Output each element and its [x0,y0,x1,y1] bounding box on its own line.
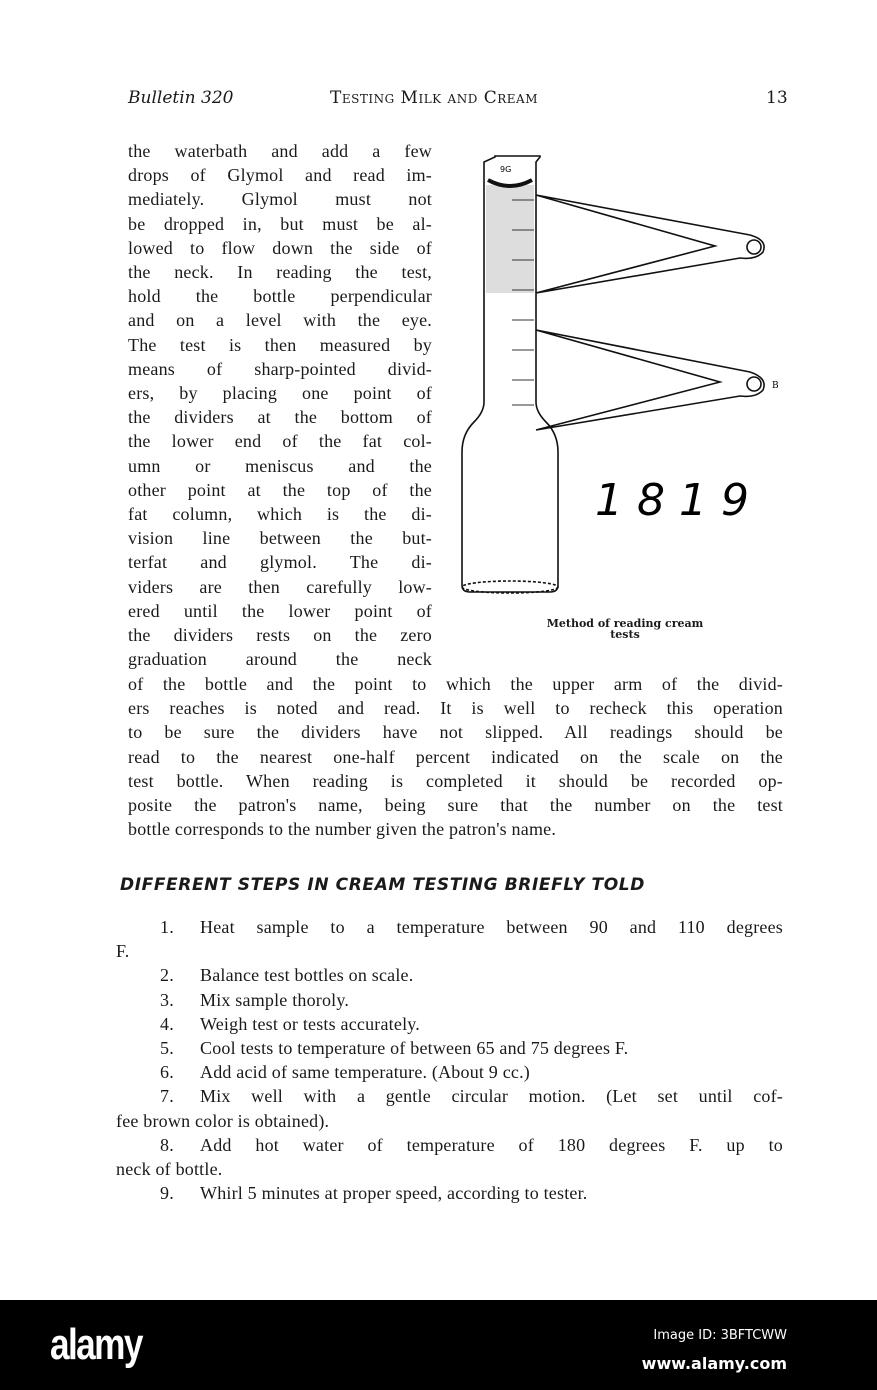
step-text: Weigh test or tests accurately. [200,1013,421,1034]
step-text: Mix well with a gentle circular motion. (Let set until cof- [200,1086,783,1107]
text-line: hold the bottle perpendicular [128,286,432,307]
text-line: of the bottle and the point to which the upper arm of the divid- [128,674,783,694]
bulletin-number: Bulletin 320 [128,88,234,108]
text-line: the lower end of the fat col- [128,431,432,452]
step-text-continued: neck of bottle. [116,1159,223,1179]
step-text-continued: F. [116,941,130,962]
text-line: terfat and glymol. The di- [128,552,432,573]
cream-test-figure [450,140,790,610]
text-line: the dividers at the bottom of [128,407,432,428]
bottle-label: 9G [500,165,512,174]
text-line: lowed to flow down the side of [128,237,432,258]
step-number: 3. [160,989,174,1010]
text-line: drops of Glymol and read im- [128,165,432,186]
text-line: read to the nearest one-half percent indicated on the scale on the [128,746,783,767]
text-line: the neck. In reading the test, [128,262,432,282]
step-text: Add hot water of temperature of 180 degrees F. up to [200,1134,783,1155]
text-line: mediately. Glymol must not [128,189,432,210]
text-line: vision line between the but- [128,528,432,549]
text-line: be dropped in, but must be al- [128,213,432,234]
step-text: Add acid of same temperature. (About 9 cc.) [200,1062,530,1083]
divider-upper [536,195,764,293]
text-line: graduation around the neck [128,649,432,670]
text-line: viders are then carefully low- [128,576,432,597]
divider-lower [536,330,764,430]
text-line: The test is then measured by [128,334,432,355]
step-text: Mix sample thoroly. [200,989,350,1010]
text-line: and on a level with the eye. [128,310,432,331]
step-text: Whirl 5 minutes at proper speed, according to tester. [200,1183,588,1204]
text-line: means of sharp-pointed divid- [128,358,432,379]
caption-line: Method of reading cream [546,617,704,630]
step-number: 2. [160,965,174,986]
text-line: umn or meniscus and the [128,455,432,476]
text-line: posite the patron's name, being sure that the number on the test [128,795,783,815]
caption-line: tests [610,628,640,641]
step-number: 8. [160,1134,174,1155]
text-line: ered until the lower point of [128,600,432,621]
running-title: Testing Milk and Cream [330,88,538,108]
text-line: other point at the top of the [128,479,432,500]
step-text: Heat sample to a temperature between 90 and 110 degrees [200,917,783,937]
text-line: bottle corresponds to the number given the patron's name. [128,819,557,840]
step-number: 4. [160,1013,174,1034]
step-number: 6. [160,1062,174,1083]
text-line: test bottle. When reading is completed it should be recorded op- [128,770,783,791]
step-text: Cool tests to temperature of between 65 and 75 degrees F. [200,1038,629,1058]
image-id: Image ID: 3BFTCWW [653,1328,787,1343]
watermark-bar [0,1300,877,1390]
label-b: B [772,381,779,391]
step-number: 5. [160,1038,174,1058]
alamy-logo: alamy [50,1320,142,1369]
text-line: the waterbath and add a few [128,141,432,161]
steps-heading: DIFFERENT STEPS IN CREAM TESTING BRIEFLY TOLD [120,875,645,895]
figure-caption [515,617,735,640]
site-url: www.alamy.com [641,1354,787,1373]
text-line: fat column, which is the di- [128,504,432,524]
step-number: 7. [160,1086,174,1107]
handwritten-number: 1819 [595,475,763,526]
page-number: 13 [766,88,788,108]
text-line: ers, by placing one point of [128,383,432,403]
step-number: 1. [160,917,174,937]
step-number: 9. [160,1183,174,1204]
text-line: the dividers rests on the zero [128,625,432,645]
step-text-continued: fee brown color is obtained). [116,1110,330,1131]
text-line: to be sure the dividers have not slipped. All readings should be [128,722,783,743]
text-line: ers reaches is noted and read. It is well to recheck this operation [128,698,783,719]
step-text: Balance test bottles on scale. [200,965,414,986]
